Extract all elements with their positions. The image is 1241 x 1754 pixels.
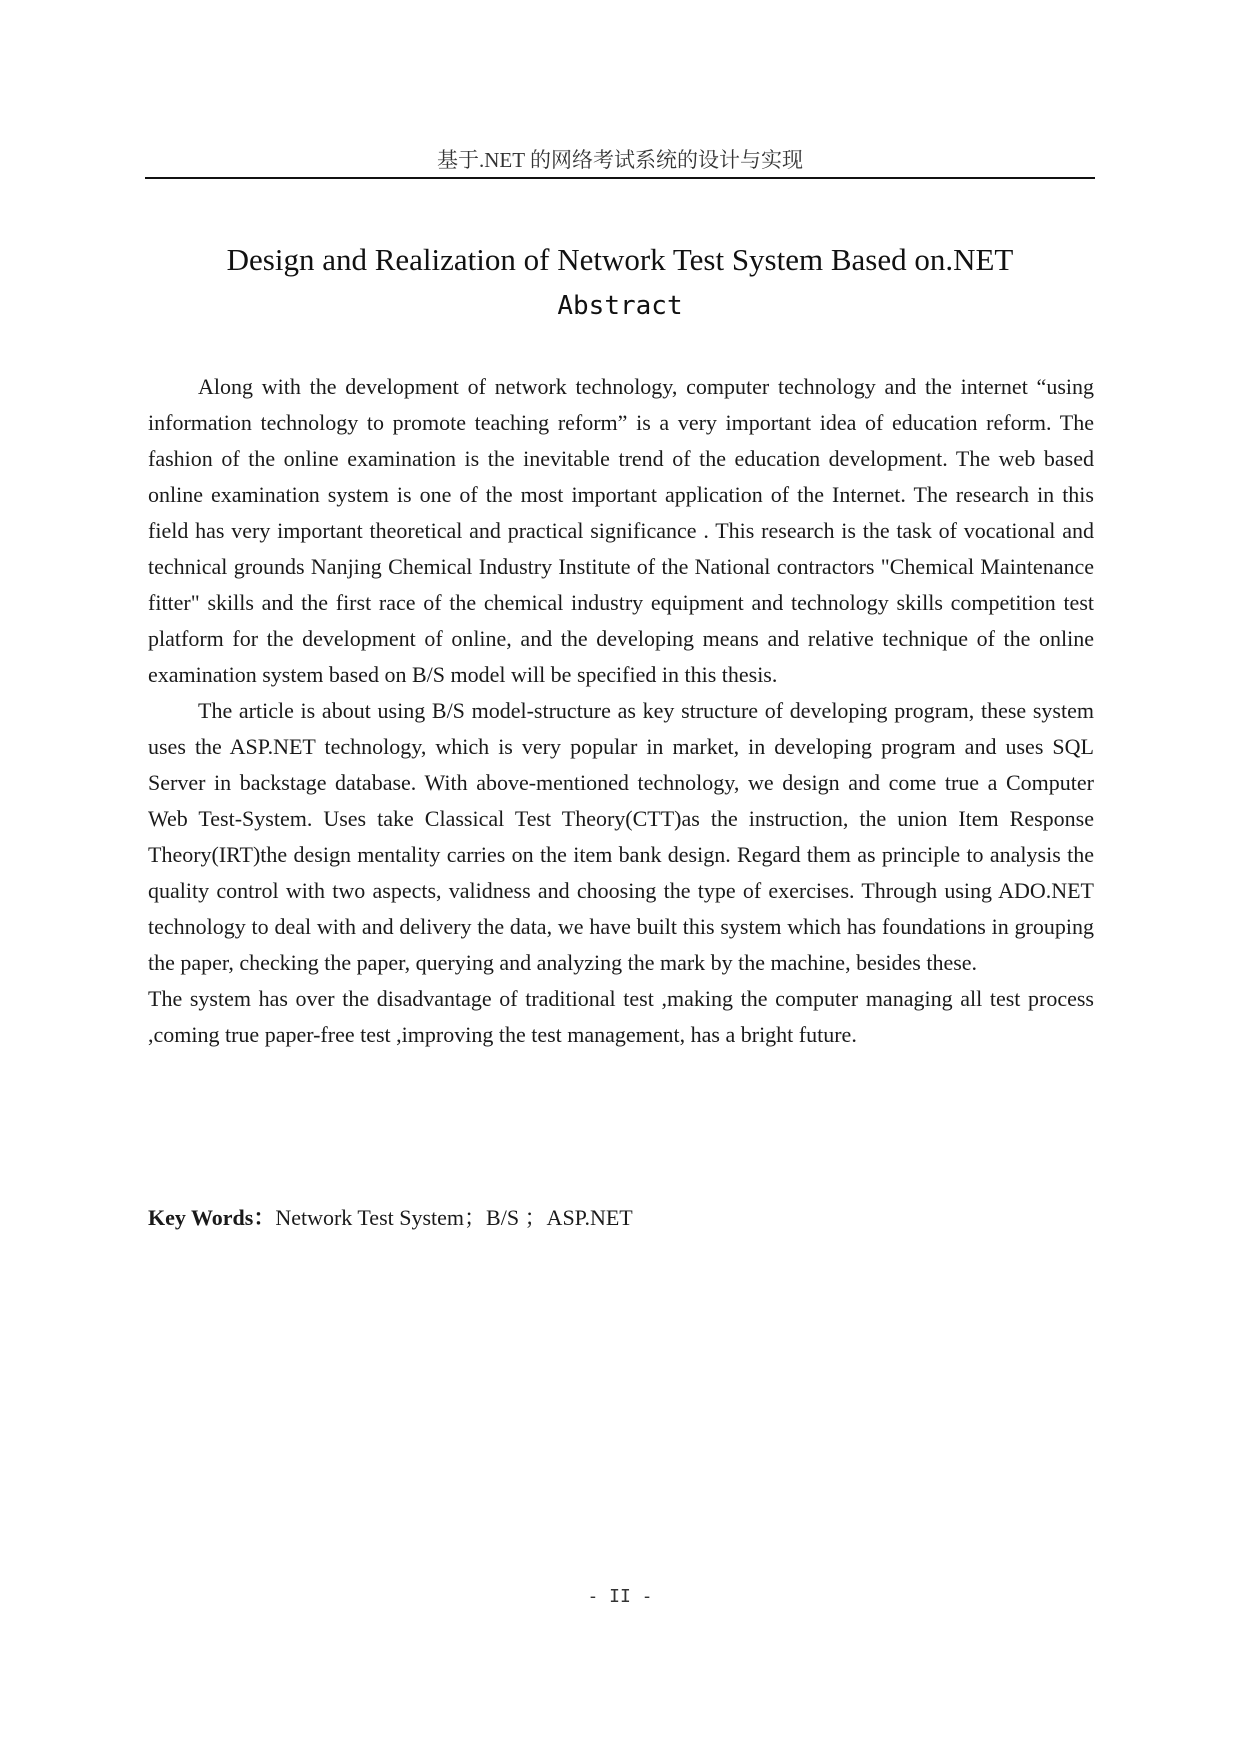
- running-header: 基于.NET 的网络考试系统的设计与实现: [437, 148, 803, 172]
- page-number: - II -: [587, 1586, 653, 1607]
- abstract-heading: Abstract: [557, 291, 683, 321]
- header-rule: [145, 177, 1095, 179]
- keywords-label: Key Words：: [148, 1205, 276, 1230]
- abstract-body: [148, 369, 1094, 1053]
- abstract-paragraph-1: Along with the development of network technology, computer technology and the internet “using information technology to promote teaching reform” is a very important idea of education reform. The fashion of the online examination is the inevitable trend of the education development. The web based online examination system is one of the most important application of the Internet. The research in this field has very important theoretical and practical significance . This research is the task of vocational and technical grounds Nanjing Chemical Industry Institute of the National contractors "Chemical Maintenance fitter" skills and the first race of the chemical industry equipment and technology skills competition test platform for the development of online, and the developing means and relative technique of the online examination system based on B/S model will be specified in this thesis.: [148, 374, 1094, 687]
- abstract-paragraph-3: The system has over the disadvantage of traditional test ,making the computer managing all test process ,coming true paper-free test ,improving the test management, has a bright future.: [148, 986, 1094, 1047]
- abstract-paragraph-2: The article is about using B/S model-structure as key structure of developing program, these system uses the ASP.NET technology, which is very popular in market, in developing program and uses SQL Server in backstage database. With above-mentioned technology, we design and come true a Computer Web Test-System. Uses take Classical Test Theory(CTT)as the instruction, the union Item Response Theory(IRT)the design mentality carries on the item bank design. Regard them as principle to analysis the quality control with two aspects, validness and choosing the type of exercises. Through using ADO.NET technology to deal with and delivery the data, we have built this system which has foundations in grouping the paper, checking the paper, querying and analyzing the mark by the machine, besides these.: [148, 698, 1094, 975]
- document-title: Design and Realization of Network Test System Based on.NET: [226, 242, 1014, 277]
- keywords-line: [148, 1200, 1094, 1236]
- keywords-value: Network Test System；B/S ；ASP.NET: [275, 1205, 633, 1230]
